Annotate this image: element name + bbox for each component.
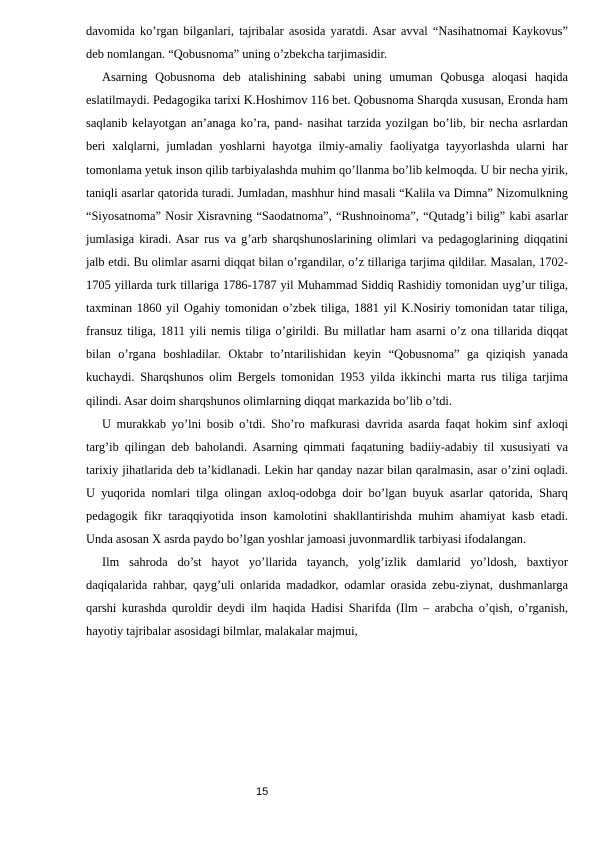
body-text [86,20,568,644]
paragraph-4: Ilm sahroda do’st hayot yo’llarida tayanch, yolg’izlik damlarid yo’ldosh, baxtiyor daqiqalarida rahbar, qayg’uli onlarida madadkor, odamlar orasida zebu-ziynat, dushmanlarga qarshi kurashda quroldir deydi ilm haqida Hadisi Sharifda (Ilm – arabcha o’qish, o’rganish, hayotiy tajribalar asosidagi bilmlar, malakalar majmui, [86,555,568,639]
paragraph-3: U murakkab yo’lni bosib o’tdi. Sho’ro mafkurasi davrida asarda faqat hokim sinf axloqi targ’ib qilingan deb baholandi. Asarning qimmati faqatuning badiiy-adabiy til xususiyati va tarixiy jihatlarida deb ta’kidlanadi. Lekin har qanday nazar bilan qaralmasin, asar o’zini oqladi. U yuqorida nomlari tilga olingan axloq-odobga doir bo’lgan buyuk asarlar qatorida, Sharq pedagogik fikr taraqqiyotida inson kamolotini shakllantirishda muhim ahamiyat kasb etadi. Unda asosan X asrda paydo bo’lgan yoshlar jamoasi juvonmardlik tarbiyasi ifodalangan. [86,416,568,547]
paragraph-1: davomida ko’rgan bilganlari, tajribalar asosida yaratdi. Asar avval “Nasihatnomai Kaykovus” deb nomlangan. “Qobusnoma” uning o’zbekcha tarjimasidir. [86,24,568,62]
page-number: 15 [256,786,269,798]
paragraph-2: Asarning Qobusnoma deb atalishining sababi uning umuman Qobusga aloqasi haqida eslatilmaydi. Pedagogika tarixi K.Hoshimov 116 bet. Qobusnoma Sharqda xususan, Eronda ham saqlanib kelayotgan an’anaga ko’ra, pand- nasihat tarzida yozilgan bo’lib, bir necha asrlardan beri xalqlarni, jumladan yoshlarni hayotga ilmiy-amaliy faoliyatga tayyorlashda ularni har tomonlama yetuk inson qilib tarbiyalashda muhim qo’llanma bo’lib kelmoqda. U bir necha yirik, taniqli asarlar qatorida turadi. Jumladan, mashhur hind masali “Kalila va Dimna” Nizomulkning “Siyosatnoma” Nosir Xisravning “Saodatnoma”, “Rushnoinoma”, “Qutadg’i bilig” kabi asarlar jumlasiga kiradi. Asar rus va g’arb sharqshunoslarining olimlari va pedagoglarining diqqatini jalb etdi. Bu olimlar asarni diqqat bilan o’rgandilar, o’z tillariga tarjima qildilar. Masalan, 1702-1705 yillarda turk tillariga 1786-1787 yil Muhammad Siddiq Rashidiy tomonidan uyg’ur tiliga, taxminan 1860 yil Ogahiy tomonidan o’zbek tiliga, 1881 yil K.Nosiriy tomonidan tatar tiliga, fransuz tiliga, 1811 yili nemis tiliga o’girildi. Bu millatlar ham asarni o’z ona tillarida diqqat bilan o’rgana boshladilar. Oktabr to’ntarilishidan keyin “Qobusnoma” ga qiziqish yanada kuchaydi. Sharqshunos olim Bergels tomonidan 1953 yilda ikkinchi marta rus tiliga tarjima qilindi. Asar doim sharqshunos olimlarning diqqat markazida bo’lib o’tdi. [86,70,568,408]
